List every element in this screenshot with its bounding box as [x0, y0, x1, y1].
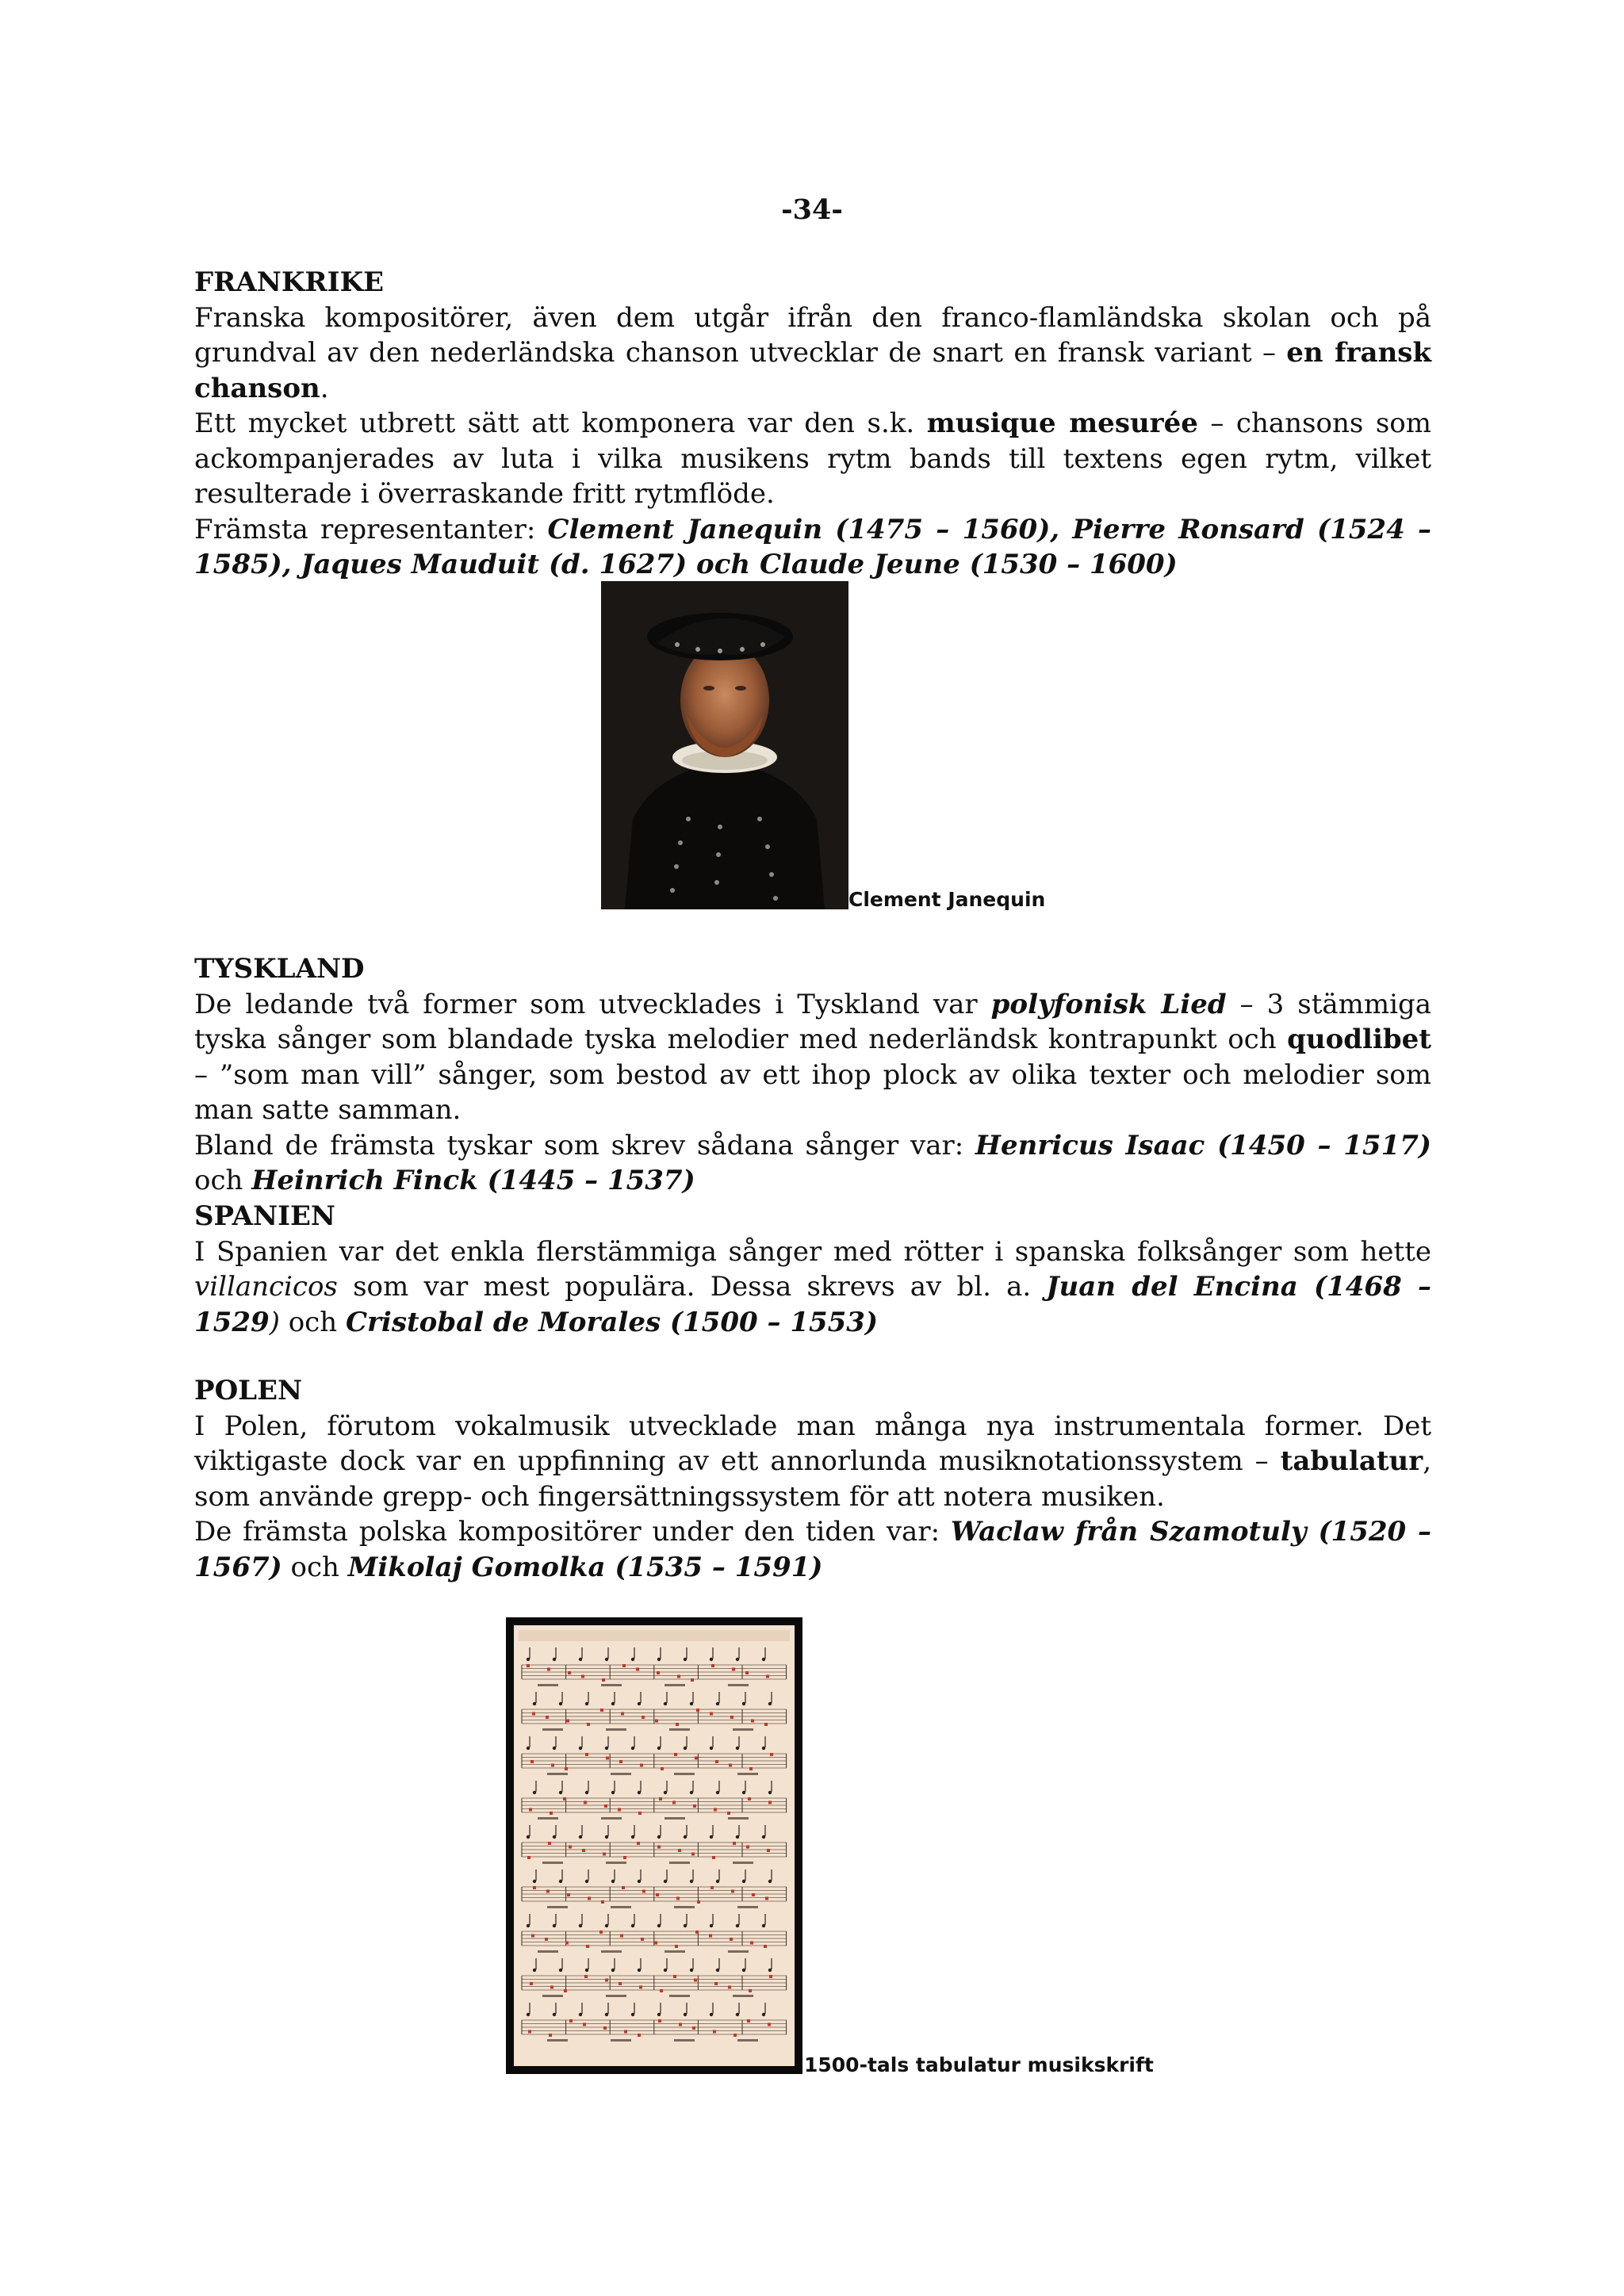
- text-span: I Spanien var det enkla flerstämmiga sånger med rötter i spanska folksånger som hette: [194, 1235, 1431, 1268]
- term-villancicos: villancicos: [194, 1271, 338, 1303]
- text-span: Bland de främsta tyskar som skrev sådana sånger var:: [194, 1129, 975, 1161]
- tabulature-image: [506, 1617, 802, 2074]
- text-span: och: [279, 1306, 346, 1338]
- text-span: De främsta polska kompositörer under den tiden var:: [194, 1516, 951, 1548]
- term-tabulatur: tabulatur: [1280, 1445, 1423, 1477]
- term-fransk-chanson: en fransk chanson: [194, 337, 1432, 404]
- portrait-drawing: [601, 581, 848, 909]
- paragraph-polen-1: [194, 1409, 1431, 1515]
- text-span: – 3 stämmiga tyska sånger som blandade tyska melodier med nederländsk kontrapunkt och: [194, 988, 1432, 1055]
- heading-frankrike: FRANKRIKE: [194, 266, 385, 298]
- text-span: som var mest populära. Dessa skrevs av bl. a.: [337, 1271, 1047, 1303]
- tabulature-sheet: [514, 1625, 795, 2066]
- term-quodlibet: quodlibet: [1287, 1024, 1431, 1055]
- text-span: och: [194, 1165, 252, 1196]
- text-span: .: [320, 372, 329, 404]
- paragraph-polen-2: [194, 1514, 1431, 1585]
- paragraph-tyskland-1: [194, 987, 1431, 1128]
- text-span: och: [282, 1551, 348, 1583]
- caption-tabulature: 1500-tals tabulatur musikskrift: [804, 2053, 1154, 2076]
- paragraph-frankrike-3: [194, 512, 1431, 583]
- text-span: – ”som man vill” sånger, som bestod av ett ihop plock av olika texter och melodier som man satte samman.: [194, 1058, 1431, 1126]
- paragraph-frankrike-2: [194, 406, 1431, 512]
- paragraph-spanien-1: [194, 1234, 1431, 1341]
- term-musique-mesuree: musique mesurée: [926, 408, 1198, 439]
- section-polen: [194, 1373, 1431, 1585]
- text-span: De ledande två former som utvecklades i Tyskland var: [194, 988, 991, 1020]
- text-span: , som använde grepp- och fingersättningssystem för att notera musiken.: [194, 1445, 1431, 1513]
- portrait-clement-janequin: [601, 581, 848, 909]
- composer-cristobal-de-morales: Cristobal de Morales (1500 – 1553): [345, 1306, 879, 1338]
- paragraph-frankrike-1: [194, 300, 1431, 407]
- text-span: Ett mycket utbrett sätt att komponera var den s.k.: [194, 408, 927, 439]
- text-span: ): [269, 1306, 280, 1338]
- heading-polen: POLEN: [194, 1375, 303, 1406]
- page-number: -34-: [781, 193, 843, 226]
- section-spanien: [194, 1199, 1431, 1340]
- heading-tyskland: TYSKLAND: [194, 953, 365, 985]
- text-span: Franska kompositörer, även dem utgår ifrån den franco-flamländska skolan och på grundval av den nederländska chanson utvecklar de snart en fransk variant –: [194, 301, 1431, 369]
- heading-spanien: SPANIEN: [194, 1200, 336, 1232]
- text-span: I Polen, förutom vokalmusik utvecklade man många nya instrumentala former. Det viktigaste dock var en uppfinning av ett annorlunda musiknotationssystem –: [194, 1410, 1431, 1477]
- text-span: Främsta representanter:: [194, 513, 548, 545]
- composer-juan-del-encina: Juan del Encina (1468 – 1529: [194, 1271, 1431, 1338]
- composers-frankrike: Clement Janequin (1475 – 1560), Pierre Ronsard (1524 – 1585), Jaques Mauduit (d. 1627) och Claude Jeune (1530 – 1600): [194, 513, 1431, 580]
- section-frankrike: [194, 265, 1431, 583]
- composer-mikolaj-gomolka: Mikolaj Gomolka (1535 – 1591): [347, 1551, 823, 1583]
- composer-henricus-isaac: Henricus Isaac (1450 – 1517): [975, 1129, 1431, 1161]
- text-span: – chansons som ackompanjerades av luta i vilka musikens rytm bands till textens egen rytm, vilket resulterade i överraskande fritt rytmflöde.: [194, 408, 1431, 510]
- composer-heinrich-finck: Heinrich Finck (1445 – 1537): [251, 1165, 695, 1196]
- paragraph-tyskland-2: [194, 1128, 1431, 1199]
- section-tyskland: [194, 951, 1431, 1199]
- composer-waclaw: Waclaw från Szamotuly (1520 – 1567): [194, 1516, 1432, 1583]
- tabulature-drawing: [514, 1625, 795, 2066]
- term-polyfonisk-lied: polyfonisk Lied: [990, 988, 1227, 1020]
- caption-portrait: Clement Janequin: [848, 888, 1046, 911]
